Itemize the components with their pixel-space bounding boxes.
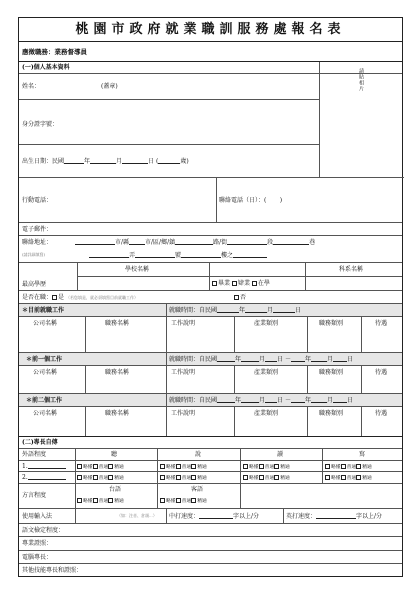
graduated-checkbox[interactable] — [212, 281, 217, 286]
level-checkbox[interactable] — [243, 464, 248, 469]
cert-label: 專業證照： — [22, 540, 53, 547]
col-position: 職務名稱 — [105, 320, 130, 327]
level-checkbox[interactable] — [325, 464, 330, 469]
job-prev2-period[interactable]: 就職時間：自民國 年 月 日 － 年 月 日 — [169, 397, 354, 404]
lang-row-1-label[interactable]: 1. — [22, 464, 66, 470]
col-job-category: 職務類別 — [319, 369, 344, 376]
input-method-label: 使用輸入法 — [22, 513, 53, 520]
job-prev2-title: ＊前二個工作 — [26, 397, 63, 404]
employed-row — [19, 291, 402, 304]
position-label: 應徵職務：業務督導員 — [22, 48, 87, 56]
application-form — [18, 17, 403, 577]
address-line2[interactable]: 弄 號 樓之 — [89, 253, 267, 259]
level-checkbox[interactable] — [160, 498, 165, 503]
sec2-heading: (二)專長自傳 — [22, 439, 58, 446]
col-position: 職務名稱 — [105, 410, 130, 417]
col-industry: 產業類別 — [254, 410, 279, 417]
sec1-heading: (一)個人基本資料 — [22, 64, 70, 71]
level-checkbox[interactable] — [108, 498, 113, 503]
skill-listen: 聽 — [111, 451, 118, 458]
photo-label: 請貼相片 — [358, 68, 364, 92]
input-method-hint: （如：注音、倉頡...） — [117, 513, 157, 518]
sec2-heading-row — [19, 437, 402, 449]
job-current-cols — [19, 317, 402, 353]
birth-row — [19, 145, 319, 178]
computer-row — [19, 551, 402, 564]
address-line1[interactable]: 市/縣 市/區/鄉/鎮 路/街 段 巷 — [75, 240, 315, 246]
col-description: 工作說明 — [171, 410, 196, 417]
lang-row-2 — [19, 472, 402, 484]
employed-no-checkbox[interactable] — [234, 295, 239, 300]
address-label: 聯絡地址： — [22, 239, 53, 246]
col-description: 工作說明 — [171, 369, 196, 376]
job-prev1-period[interactable]: 就職時間：自民國 年 月 日 － 年 月 日 — [169, 356, 354, 363]
email-label: 電子郵件： — [22, 226, 53, 233]
education-label: 最高學歷 — [22, 281, 47, 288]
level-checkbox[interactable] — [191, 475, 196, 480]
level-checkbox[interactable] — [356, 464, 361, 469]
enrolled-checkbox[interactable] — [252, 281, 257, 286]
col-salary: 待遇 — [375, 410, 388, 417]
id-row — [19, 100, 319, 145]
dialect-taiwanese: 台語 — [109, 486, 122, 493]
level-checkbox[interactable] — [274, 475, 279, 480]
job-prev1-cols — [19, 366, 402, 394]
dept-header: 科系名稱 — [339, 266, 364, 273]
employed-no[interactable]: 否 — [234, 295, 246, 301]
level-checkbox[interactable] — [191, 498, 196, 503]
col-industry: 產業類別 — [254, 369, 279, 376]
education-row — [19, 263, 402, 291]
job-prev2-cols — [19, 407, 402, 437]
job-prev1-title: ＊前一個工作 — [26, 356, 63, 363]
skill-write: 寫 — [359, 451, 366, 458]
dialect-hakka: 客語 — [191, 486, 204, 493]
write-levels[interactable]: 略懂 普通 精通 — [325, 475, 372, 482]
level-checkbox[interactable] — [160, 464, 165, 469]
lang-test-label: 語文檢定程度： — [22, 527, 65, 534]
name-label: 姓名： — [22, 83, 41, 90]
lang-test-row — [19, 524, 402, 537]
address-row — [19, 236, 402, 263]
level-checkbox[interactable] — [191, 464, 196, 469]
employed-question[interactable]: 是否在職： 是 （若您填是，就必須填寫目前就職工作） — [22, 294, 138, 301]
lang-row-2-label[interactable]: 2. — [22, 475, 66, 481]
photo-box — [319, 62, 404, 178]
level-checkbox[interactable] — [325, 475, 330, 480]
level-checkbox[interactable] — [259, 464, 264, 469]
listen-levels[interactable]: 略懂 普通 精通 — [77, 464, 124, 471]
level-checkbox[interactable] — [93, 498, 98, 503]
speak-levels[interactable]: 略懂 普通 精通 — [160, 475, 207, 482]
typing-row — [19, 509, 402, 524]
read-levels[interactable]: 略懂 普通 精通 — [243, 475, 290, 482]
seal-label: (蓋章) — [101, 83, 118, 90]
phone-label[interactable]: 聯絡電話（日）：( ) — [219, 197, 283, 204]
level-checkbox[interactable] — [93, 464, 98, 469]
hakka-levels[interactable]: 略懂 普通 精通 — [160, 498, 207, 505]
job-current-title: ＊目前就職工作 — [22, 307, 65, 314]
level-checkbox[interactable] — [176, 498, 181, 503]
other-label: 其他技能專長和證照： — [22, 567, 83, 574]
col-company: 公司名稱 — [33, 369, 58, 376]
level-checkbox[interactable] — [77, 475, 82, 480]
job-prev2-title-row — [19, 394, 402, 407]
col-salary: 待遇 — [375, 369, 388, 376]
col-industry: 產業類別 — [254, 320, 279, 327]
level-checkbox[interactable] — [77, 464, 82, 469]
id-label: 身分證字號： — [22, 121, 59, 128]
cert-row — [19, 537, 402, 551]
lang-header-row — [19, 449, 402, 461]
level-checkbox[interactable] — [356, 475, 361, 480]
graduation-options[interactable]: 畢業 肄業 在學 — [212, 281, 270, 287]
skill-read: 讀 — [277, 451, 284, 458]
level-checkbox[interactable] — [243, 475, 248, 480]
level-checkbox[interactable] — [108, 475, 113, 480]
col-job-category: 職務類別 — [319, 320, 344, 327]
col-company: 公司名稱 — [33, 410, 58, 417]
address-note: (請詳細填寫) — [22, 252, 46, 257]
form-title: 桃園市政府就業職訓服務處報名表 — [75, 22, 346, 37]
write-levels[interactable]: 略懂 普通 精通 — [325, 464, 372, 471]
position-row — [19, 42, 402, 62]
level-checkbox[interactable] — [108, 464, 113, 469]
birth-field[interactable]: 出生日期：民國 年 月 日 ( 歲) — [22, 158, 189, 165]
level-checkbox[interactable] — [93, 475, 98, 480]
col-position: 職務名稱 — [105, 369, 130, 376]
col-description: 工作說明 — [171, 320, 196, 327]
lang-row-1 — [19, 461, 402, 472]
title-row — [19, 18, 402, 42]
level-checkbox[interactable] — [160, 475, 165, 480]
level-checkbox[interactable] — [77, 498, 82, 503]
speak-levels[interactable]: 略懂 普通 精通 — [160, 464, 207, 471]
other-row — [19, 564, 402, 578]
level-checkbox[interactable] — [176, 464, 181, 469]
chinese-speed[interactable]: 中打速度： 字以上/分 — [169, 513, 260, 520]
col-company: 公司名稱 — [33, 320, 58, 327]
level-checkbox[interactable] — [274, 464, 279, 469]
col-salary: 待遇 — [375, 320, 388, 327]
school-header: 學校名稱 — [125, 266, 150, 273]
level-checkbox[interactable] — [259, 475, 264, 480]
computer-label: 電腦專長： — [22, 554, 53, 561]
level-checkbox[interactable] — [176, 475, 181, 480]
email-row — [19, 223, 402, 236]
mobile-label: 行動電話： — [22, 197, 53, 204]
level-checkbox[interactable] — [341, 475, 346, 480]
skill-speak: 說 — [195, 451, 202, 458]
incomplete-checkbox[interactable] — [232, 281, 237, 286]
employed-yes-checkbox[interactable] — [52, 295, 57, 300]
level-checkbox[interactable] — [341, 464, 346, 469]
job-current-title-row — [19, 304, 402, 317]
job-current-period[interactable]: 就職時間：自民國 年 月 日 — [169, 307, 302, 314]
dialect-row — [19, 484, 402, 509]
phone-row — [19, 178, 402, 223]
name-row — [19, 74, 319, 100]
listen-levels[interactable]: 略懂 普通 精通 — [77, 475, 124, 482]
read-levels[interactable]: 略懂 普通 精通 — [243, 464, 290, 471]
taiwanese-levels[interactable]: 略懂 普通 精通 — [77, 498, 124, 505]
job-prev1-title-row — [19, 353, 402, 366]
col-job-category: 職務類別 — [319, 410, 344, 417]
english-speed[interactable]: 英打速度： 字以上/分 — [286, 513, 383, 520]
lang-label: 外語程度 — [22, 451, 47, 458]
dialect-label: 方言程度 — [22, 492, 47, 499]
